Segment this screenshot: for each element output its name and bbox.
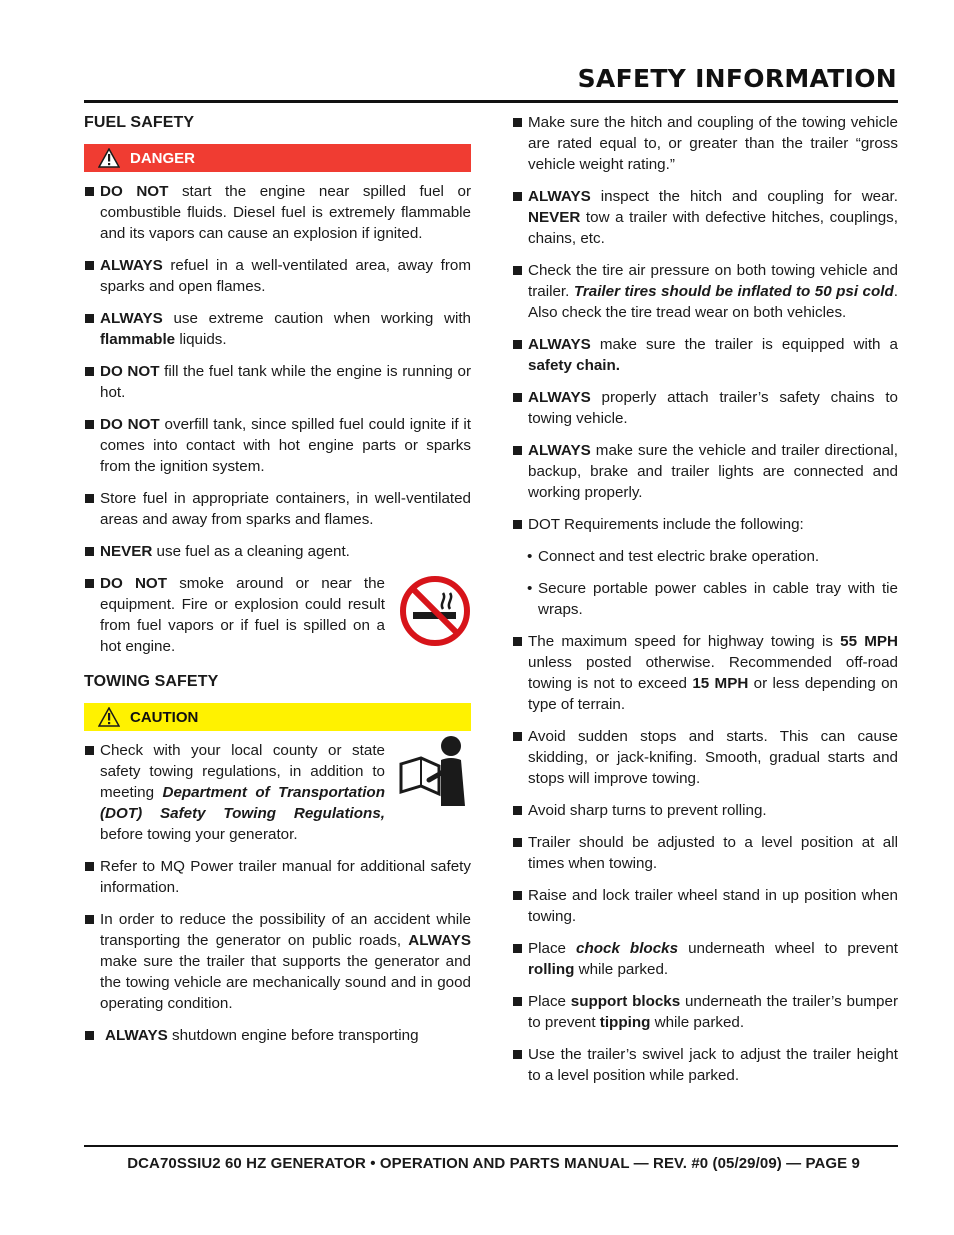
list-item: DOT Requirements include the following: (512, 514, 898, 535)
list-item: Place chock blocks underneath wheel to prevent rolling while parked. (512, 938, 898, 980)
list-item: Check with your local county or state safety towing regulations, in addition to meeting Department of Transportation (DOT) Safety Towing Regulations, before towing your generator. (84, 740, 471, 845)
list-item: Avoid sharp turns to prevent rolling. (512, 800, 898, 821)
list-item: Raise and lock trailer wheel stand in up position when towing. (512, 885, 898, 927)
list-item: DO NOT fill the fuel tank while the engine is running or hot. (84, 361, 471, 403)
list-item: Refer to MQ Power trailer manual for additional safety information. (84, 856, 471, 898)
list-item: The maximum speed for highway towing is 55 MPH unless posted otherwise. Recommended off-road towing is not to exceed 15 MPH or less depending on type of terrain. (512, 631, 898, 715)
warning-triangle-icon (98, 707, 120, 727)
list-item: NEVER use fuel as a cleaning agent. (84, 541, 471, 562)
list-item: Store fuel in appropriate containers, in well-ventilated areas and away from sparks and flames. (84, 488, 471, 530)
list-item: DO NOT smoke around or near the equipment. Fire or explosion could result from fuel vapors or if fuel is spilled on a hot engine. (84, 573, 471, 657)
list-item: ALWAYS inspect the hitch and coupling for wear. NEVER tow a trailer with defective hitches, couplings, chains, etc. (512, 186, 898, 249)
list-item: ALWAYS refuel in a well-ventilated area, away from sparks and open flames. (84, 255, 471, 297)
sub-list-item: • Secure portable power cables in cable tray with tie wraps. (527, 580, 898, 618)
towing-safety-heading: TOWING SAFETY (84, 673, 219, 690)
caution-label: CAUTION (130, 708, 199, 726)
list-item: ALWAYS make sure the vehicle and trailer directional, backup, brake and trailer lights are connected and working properly. (512, 440, 898, 503)
read-manual-icon (395, 734, 471, 808)
title-rule (84, 100, 898, 103)
list-item: ALWAYS shutdown engine before transporting (84, 1025, 471, 1046)
fuel-safety-heading: FUEL SAFETY (84, 114, 195, 131)
danger-label: DANGER (130, 149, 196, 167)
list-item: Trailer should be adjusted to a level position at all times when towing. (512, 832, 898, 874)
warning-triangle-icon (98, 148, 120, 168)
page-title: SAFETY INFORMATION (577, 64, 897, 93)
list-item: DO NOT start the engine near spilled fuel or combustible fluids. Diesel fuel is extremely flammable and its vapors can cause an explosion if ignited. (84, 181, 471, 244)
list-item: Place support blocks underneath the trailer’s bumper to prevent tipping while parked. (512, 991, 898, 1033)
caution-banner (84, 703, 471, 731)
sub-list-item: • Connect and test electric brake operation. (527, 548, 820, 565)
list-item: Avoid sudden stops and starts. This can cause skidding, or jack-knifing. Smooth, gradual starts and stops will improve towing. (512, 726, 898, 789)
list-item: ALWAYS use extreme caution when working with flammable liquids. (84, 308, 471, 350)
list-item: In order to reduce the possibility of an accident while transporting the generator on public roads, ALWAYS make sure the trailer that supports the generator and the towing vehicle are mechanically sound and in good operating condition. (84, 909, 471, 1014)
page-footer: DCA70SSIU2 60 HZ GENERATOR • OPERATION AND PARTS MANUAL — REV. #0 (05/29/09) — PAGE 9 (127, 1155, 860, 1172)
list-item: ALWAYS properly attach trailer’s safety chains to towing vehicle. (512, 387, 898, 429)
no-smoking-icon (399, 575, 471, 647)
list-item: Use the trailer’s swivel jack to adjust the trailer height to a level position while parked. (512, 1044, 898, 1086)
footer-rule (84, 1145, 898, 1147)
list-item: ALWAYS make sure the trailer is equipped with a safety chain. (512, 334, 898, 376)
danger-banner (84, 144, 471, 172)
right-column (512, 112, 898, 1097)
list-item: Make sure the hitch and coupling of the towing vehicle are rated equal to, or greater than the trailer “gross vehicle weight rating.” (512, 112, 898, 175)
left-column (84, 112, 471, 1057)
list-item: Check the tire air pressure on both towing vehicle and trailer. Trailer tires should be inflated to 50 psi cold. Also check the tire tread wear on both vehicles. (512, 260, 898, 323)
list-item: DO NOT overfill tank, since spilled fuel could ignite if it comes into contact with hot engine parts or sparks from the ignition system. (84, 414, 471, 477)
